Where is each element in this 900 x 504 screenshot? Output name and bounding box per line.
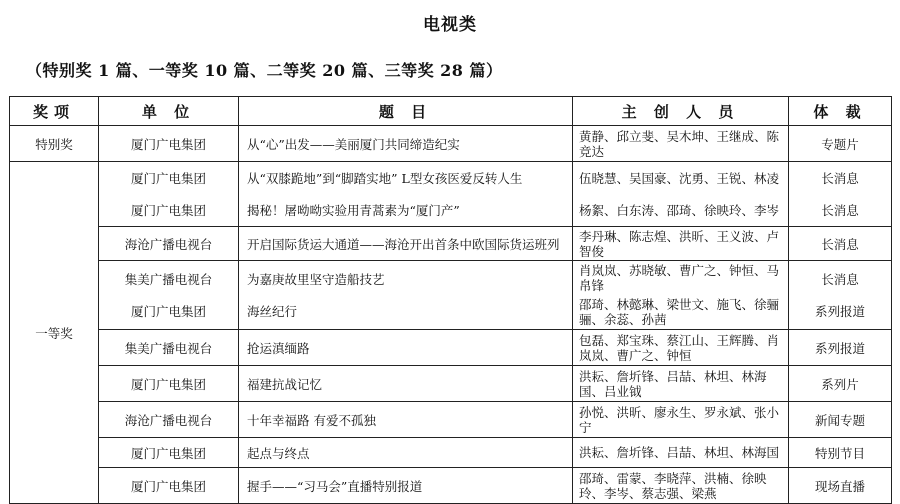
table-row [10, 330, 892, 366]
header-genre: 体 裁 [789, 97, 892, 126]
creators-cell: 黄静、邱立斐、吴木坤、王继成、陈竞达 [573, 126, 789, 162]
awards-table [9, 96, 892, 504]
unit-cell: 厦门广电集团 [99, 438, 239, 468]
table-row [10, 468, 892, 504]
genre-cell: 系列片 [789, 366, 892, 402]
unit-cell: 集美广播电视台 [99, 330, 239, 366]
unit-cell: 厦门广电集团 [99, 126, 239, 162]
topic-cell: 起点与终点 [239, 438, 573, 468]
header-unit: 单 位 [99, 97, 239, 126]
unit-cell: 厦门广电集团 [99, 366, 239, 402]
unit-cell: 厦门广电集团 [99, 468, 239, 504]
creators-cell: 肖岚岚、苏晓敏、曹广之、钟恒、马帛锋 [579, 263, 780, 293]
genre-cell: 长消息 [821, 272, 859, 287]
topic-cell: 开启国际货运大通道——海沧开出首条中欧国际货运班列 [239, 227, 573, 261]
genre-cell: 新闻专题 [789, 402, 892, 438]
table-row [10, 261, 892, 330]
unit-cell: 海沧广播电视台 [99, 402, 239, 438]
creators-cell: 邵琦、林懿琳、梁世文、施飞、徐骊骊、余蕊、孙茜 [579, 297, 780, 327]
header-creators: 主 创 人 员 [573, 97, 789, 126]
header-award: 奖项 [10, 97, 99, 126]
genre-cell: 现场直播 [789, 468, 892, 504]
creators-cell: 包磊、郑宝珠、蔡江山、王辉腾、肖岚岚、曹广之、钟恒 [573, 330, 789, 366]
topic-cell: 从“双膝跪地”到“脚踏实地” L型女孩医爱反转人生 [247, 171, 523, 186]
award-cell-special: 特别奖 [10, 126, 99, 162]
table-row [10, 366, 892, 402]
topic-cell: 海丝纪行 [247, 304, 298, 319]
unit-cell: 厦门广电集团 [130, 203, 206, 218]
table-row [10, 402, 892, 438]
table-row [10, 227, 892, 261]
topic-cell: 为嘉庚故里坚守造船技艺 [247, 272, 385, 287]
table-header-row [10, 97, 892, 126]
unit-cell: 海沧广播电视台 [99, 227, 239, 261]
genre-cell: 系列报道 [789, 330, 892, 366]
creators-cell: 邵琦、雷蒙、李晓萍、洪楠、徐映玲、李岑、蔡志强、梁燕 [573, 468, 789, 504]
genre-cell: 长消息 [821, 171, 859, 186]
header-topic: 题 目 [239, 97, 573, 126]
unit-cell: 集美广播电视台 [124, 272, 213, 287]
table-row [10, 438, 892, 468]
genre-cell: 系列报道 [814, 304, 865, 319]
topic-cell: 十年幸福路 有爱不孤独 [239, 402, 573, 438]
creators-cell: 洪耘、詹圻锋、吕喆、林坦、林海国 [573, 438, 789, 468]
document-title: 电视类 [423, 15, 477, 35]
creators-cell: 伍晓慧、吴国豪、沈勇、王锐、林凌 [579, 170, 780, 186]
award-cell-first: 一等奖 [10, 162, 99, 504]
creators-cell: 孙悦、洪昕、廖永生、罗永斌、张小宁 [573, 402, 789, 438]
unit-cell: 厦门广电集团 [130, 171, 206, 186]
genre-cell: 专题片 [789, 126, 892, 162]
creators-cell: 杨絮、白东涛、邵琦、徐映玲、李岑 [579, 202, 780, 218]
creators-cell: 洪耘、詹圻锋、吕喆、林坦、林海国、吕业钺 [573, 366, 789, 402]
award-count-subtitle: （特别奖 1 篇、一等奖 10 篇、二等奖 20 篇、三等奖 28 篇） [26, 61, 503, 80]
genre-cell: 长消息 [789, 227, 892, 261]
genre-cell: 特别节目 [789, 438, 892, 468]
unit-cell: 厦门广电集团 [130, 304, 206, 319]
topic-cell: 揭秘！屠呦呦实验用青蒿素为“厦门产” [247, 203, 460, 218]
genre-cell: 长消息 [821, 203, 859, 218]
topic-cell: 抢运滇缅路 [239, 330, 573, 366]
table-row [10, 126, 892, 162]
topic-cell: 从“心”出发——美丽厦门共同缔造纪实 [239, 126, 573, 162]
creators-cell: 李丹琳、陈志煌、洪昕、王义波、卢智俊 [573, 227, 789, 261]
table-row [10, 162, 892, 227]
topic-cell: 握手——“习马会”直播特别报道 [239, 468, 573, 504]
topic-cell: 福建抗战记忆 [239, 366, 573, 402]
